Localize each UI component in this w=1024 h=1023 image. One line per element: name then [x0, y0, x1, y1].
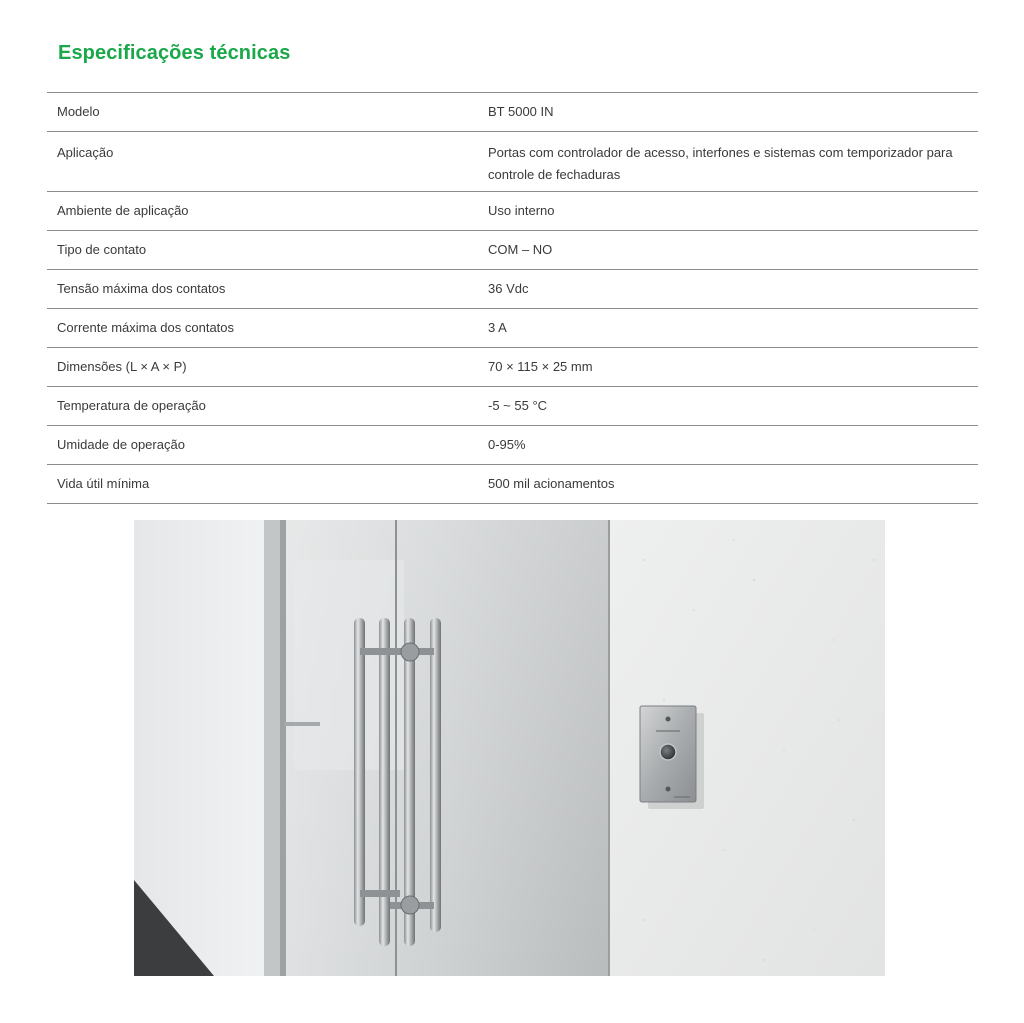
- spec-label: Tensão máxima dos contatos: [57, 281, 226, 296]
- page-title: Especificações técnicas: [58, 42, 291, 64]
- door-frame: [264, 520, 280, 976]
- spec-label: Dimensões (L × A × P): [57, 359, 187, 374]
- table-row: [47, 132, 978, 192]
- product-photo: [134, 520, 885, 976]
- table-row: [47, 192, 978, 231]
- spec-value: 36 Vdc: [488, 281, 529, 296]
- spec-value: 70 × 115 × 25 mm: [488, 359, 593, 374]
- spec-value: 0-95%: [488, 437, 526, 452]
- door-scene-illustration: [134, 520, 885, 976]
- plate-engraving: [656, 730, 680, 732]
- table-row: [47, 348, 978, 387]
- table-row: [47, 231, 978, 270]
- door-frame-edge: [280, 520, 286, 976]
- table-row: [47, 309, 978, 348]
- spec-value: Uso interno: [488, 203, 555, 218]
- handle-mount: [401, 896, 419, 914]
- table-row: [47, 387, 978, 426]
- table-row: [47, 93, 978, 132]
- spec-table: [47, 92, 978, 504]
- spec-value: 500 mil acionamentos: [488, 476, 615, 491]
- background-lever: [284, 722, 320, 726]
- spec-label: Aplicação: [57, 145, 114, 160]
- spec-label: Vida útil mínima: [57, 476, 150, 491]
- spec-value: COM – NO: [488, 242, 553, 257]
- spec-label: Umidade de operação: [57, 437, 185, 452]
- spec-value: 3 A: [488, 320, 507, 335]
- handle-mount: [401, 643, 419, 661]
- handle-bracket: [360, 890, 400, 897]
- table-row: [47, 426, 978, 465]
- spec-label: Tipo de contato: [57, 242, 147, 257]
- door-handle-bar: [430, 618, 441, 932]
- spec-value: BT 5000 IN: [488, 104, 554, 119]
- plate-screw-bottom: [666, 787, 671, 792]
- table-row: [47, 270, 978, 309]
- spec-label: Temperatura de operação: [57, 398, 206, 413]
- plate-screw-top: [666, 717, 671, 722]
- exit-push-button: [660, 744, 676, 760]
- door-handle-bar: [354, 618, 365, 926]
- plate-brand-mark: [674, 796, 690, 798]
- spec-label: Corrente máxima dos contatos: [57, 320, 235, 335]
- spec-value: Portas com controlador de acesso, interfones e sistemas com temporizador para controle de fechaduras: [488, 145, 953, 182]
- table-row: [47, 465, 978, 504]
- spec-value: -5 ~ 55 °C: [488, 398, 548, 413]
- spec-label: Modelo: [57, 104, 100, 119]
- spec-label: Ambiente de aplicação: [57, 203, 189, 218]
